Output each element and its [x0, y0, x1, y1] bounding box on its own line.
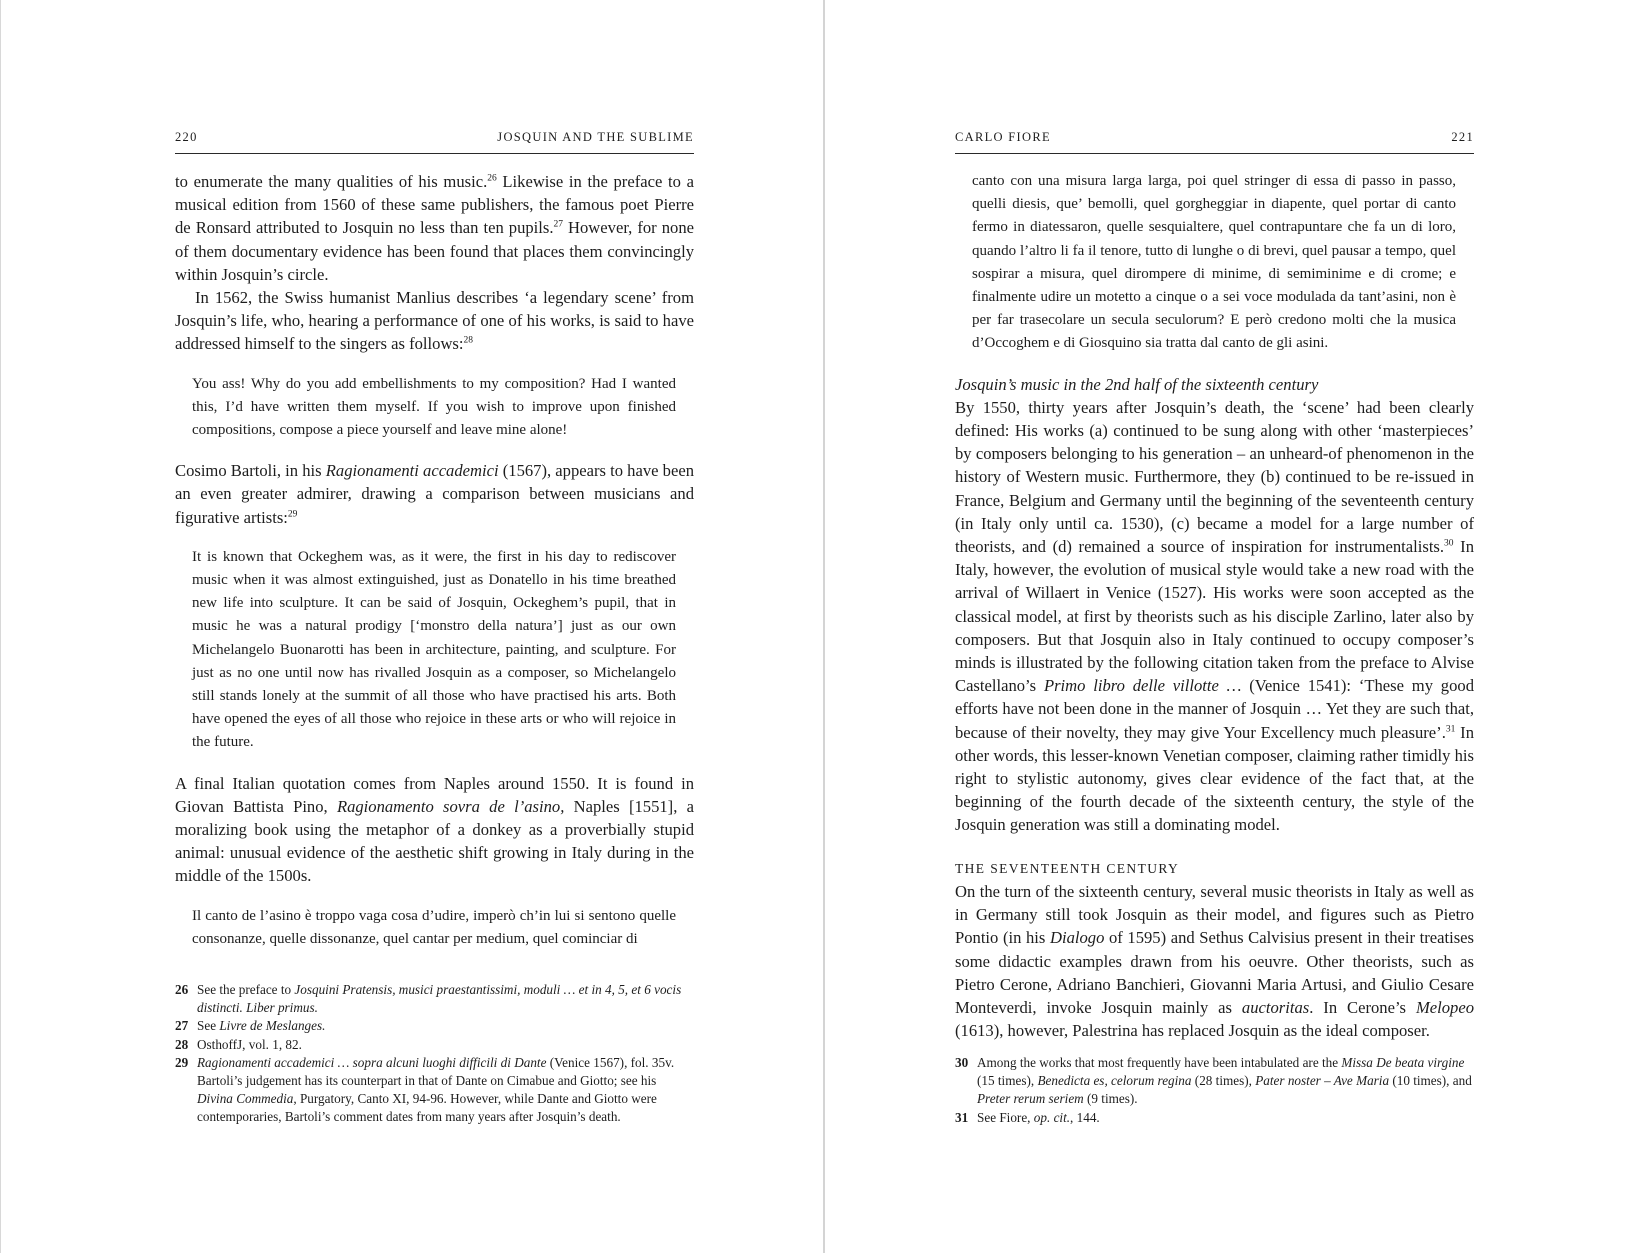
- paragraph: By 1550, thirty years after Josquin’s death, the ‘scene’ had been clearly defined: His works (a) continued to be sung along with other ‘masterpieces’ by composers belonging to his generation – an unheard-of phenomenon in the history of Western music. Furthermore, they (b) continued to be re-issued in France, Belgium and Germany until the beginning of the seventeenth century (in Italy only until ca. 1530), (c) became a model for a large number of theorists, and (d) remained a source of inspiration for instrumentalists.$^{30}$ In Italy, however, the evolution of musical style would take a new road with the arrival of Willaert in Venice (1527). His works were soon accepted as the classical model, at first by theorists such as his disciple Zarlino, later also by composers. But that Josquin also in Italy continued to occupy composer’s minds is illustrated by the following citation taken from the preface to Alvise Castellano’s Primo libro delle villotte … (Venice 1541): ‘These my good efforts have not been done in the manner of Josquin … Yet they are such that, because of their novelty, they may give Your Excellency much pleasure’.$^{31}$ In other words, this lesser-known Venetian composer, claiming rather timidly his right to stylistic autonomy, gives clear evidence of the fact that, at the beginning of the fourth decade of the sixteenth century, the style of the Josquin generation was still a dominating model.: [955, 397, 1474, 835]
- block-quote: You ass! Why do you add embellishments to my composition? Had I wanted this, I’d have written them myself. If you wish to improve upon finished compositions, compose a piece yourself and leave mine alone!: [192, 375, 676, 439]
- page-number: 221: [1451, 130, 1474, 144]
- footnote: 31 See Fiore, op. cit., 144.: [955, 1109, 1100, 1125]
- footnote-ref[interactable]: 30: [1444, 538, 1454, 549]
- footnote-ref[interactable]: 29: [287, 509, 298, 520]
- section-heading: Josquin’s music in the 2nd half of the sixteenth century: [955, 374, 1319, 394]
- footnote: 26 See the preface to Josquini Pratensis, musici praestantissimi, moduli … et in 4, 5, et 6 vocis distincti. Liber primus.: [175, 982, 682, 1016]
- footnote: 28 OsthoffJ, vol. 1, 82.: [175, 1036, 302, 1052]
- running-head-left: [175, 127, 694, 154]
- footnote-ref[interactable]: 27: [553, 219, 563, 230]
- block-quote: canto con una misura larga larga, poi quel stringer di essa di passo in passo, quelli diesis, que’ bemolli, quel gorgheggiar in diapente, quel portar di canto fermo in diatessaron, quelle sesquialtere, quel contrapuntare che fa un di loro, quando l’altro li fa il tenore, tutto di lunghe o di brevi, quel pausar a tempo, quel sospirar a misura, quel dirompere di minime, di semiminime e di crome; e finalmente udire un motetto a cinque o a sei voce modulada da tant’asini, non è per far trasecolare un secula seculorum? E però credono molti che la musica d’Occoghem e di Giosquino sia tratta dal canto de gli asini.: [972, 173, 1456, 352]
- footnote: 30 Among the works that most frequently have been intabulated are the Missa De beata virgine (15 times), Benedicta es, celorum regina (28 times), Pater noster – Ave Maria (10 times), and Preter rerum seriem (9 times).: [955, 1055, 1472, 1107]
- block-quote: Il canto de l’asino è troppo vaga cosa d’udire, imperò ch’in lui si sentono quelle consonanze, quelle dissonanze, quel cantar per medium, quel cominciar di: [192, 907, 676, 947]
- footnote: 29 Ragionamenti accademici … sopra alcuni luoghi difficili di Dante (Venice 1567), fol. 35v. Bartoli’s judgement has its counterpart in that of Dante on Cimabue and Giotto; see his Divina Commedia, Purgatory, Canto XI, 94-96. However, while Dante and Giotto were contemporaries, Bartoli’s comment dates from many years after Josquin’s death.: [175, 1054, 675, 1125]
- paragraph: A final Italian quotation comes from Naples around 1550. It is found in Giovan Battista Pino, Ragionamento sovra de l’asino, Naples [1551], a moralizing book using the metaphor of a donkey as a proverbially stupid animal: unusual evidence of the aesthetic shift growing in Italy during in the middle of the 1500s.: [175, 773, 694, 886]
- paragraph: In 1562, the Swiss humanist Manlius describes ‘a legendary scene’ from Josquin’s life, who, hearing a performance of one of his works, is said to have addressed himself to the singers as follows:$^{28}$: [175, 288, 694, 354]
- footnote-ref[interactable]: 31: [1445, 724, 1456, 735]
- right-page: [825, 0, 1647, 1253]
- footnotes-right: [955, 1054, 1474, 1127]
- running-head-title: JOSQUIN AND THE SUBLIME: [497, 130, 694, 144]
- running-head-right: [955, 127, 1474, 154]
- block-quote: It is known that Ockeghem was, as it were, the first in his day to rediscover music when it was almost extinguished, just as Donatello in his time breathed new life into sculpture. It can be said of Josquin, Ockeghem’s pupil, that in music he was a natural prodigy [‘monstro della natura’] just as our own Michelangelo Buonarotti has been in architecture, painting, and sculpture. For just as no one until now has rivalled Josquin as a composer, so Michelangelo still stands lonely at the summit of all those who have practised his arts. Both have opened the eyes of all those who rejoice in these arts or who will rejoice in the future.: [192, 548, 676, 751]
- footnote-ref[interactable]: 26: [487, 173, 497, 184]
- paragraph: to enumerate the many qualities of his music.$^{26}$ Likewise in the preface to a musical edition from 1560 of these same publishers, the famous poet Pierre de Ronsard attributed to Josquin no less than ten pupils.$^{27}$ However, for none of them documentary evidence has been found that places them convincingly within Josquin’s circle.: [175, 172, 694, 284]
- footnotes-left: [175, 981, 694, 1127]
- paragraph: Cosimo Bartoli, in his Ragionamenti accademici (1567), appears to have been an even greater admirer, drawing a comparison between musicians and figurative artists:$^{29}$: [175, 461, 694, 527]
- right-body-text: [955, 170, 1474, 1042]
- footnote: 27 See Livre de Meslanges.: [175, 1018, 326, 1034]
- section-heading: THE SEVENTEENTH CENTURY: [955, 860, 1180, 876]
- footnote-ref[interactable]: 28: [463, 335, 473, 346]
- running-head-title: CARLO FIORE: [955, 130, 1051, 144]
- left-body-text: [175, 170, 694, 968]
- page-number: 220: [175, 130, 198, 144]
- paragraph: On the turn of the sixteenth century, several music theorists in Italy as well as in Germany still took Josquin as their model, and figures such as Pietro Pontio (in his Dialogo of 1595) and Sethus Calvisius present in their treatises some didactic examples drawn from his oeuvre. Other theorists, such as Pietro Cerone, Adriano Banchieri, Giovanni Maria Artusi, and Giulio Cesare Monteverdi, invoke Josquin mainly as auctoritas. In Cerone’s Melopeo (1613), however, Palestrina has replaced Josquin as the ideal composer.: [955, 881, 1474, 1041]
